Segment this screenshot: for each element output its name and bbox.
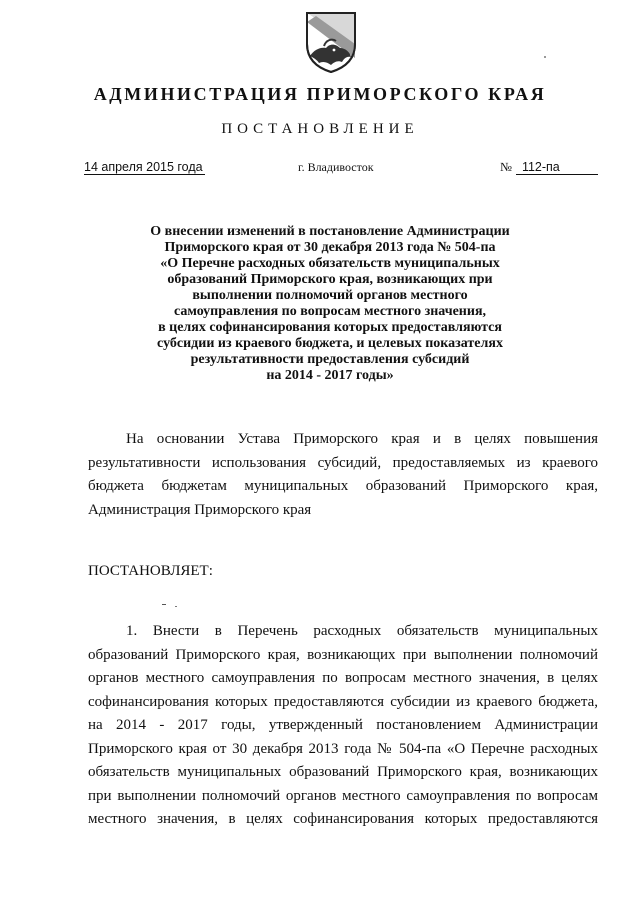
item-1-line: софинансирования которых предоставляются субсидии из краевого бюджета,	[88, 693, 598, 710]
number-symbol: №	[500, 160, 512, 174]
item-1-line: Приморского края от 30 декабря 2013 года № 504-па «О Перечне расходных	[88, 740, 598, 757]
preamble-line: Администрация Приморского края	[88, 501, 312, 518]
preamble-line: бюджета бюджетам муниципальных образований Приморского края,	[88, 478, 598, 494]
title-line: «О Перечне расходных обязательств муниципальных	[160, 256, 500, 271]
title-line: выполнении полномочий органов местного	[192, 288, 468, 303]
item-1-line: на 2014 - 2017 годы, утвержденный постановлением Администрации	[88, 717, 598, 733]
title-line: результативности предоставления субсидий	[190, 352, 470, 367]
scan-speck	[544, 56, 546, 58]
preamble-paragraph	[88, 428, 598, 522]
document-title	[110, 224, 550, 384]
document-date: 14 апреля 2015 года	[84, 160, 203, 174]
document-number	[500, 160, 598, 175]
title-line: образований Приморского края, возникающих при	[167, 272, 493, 287]
item-1-line: при выполнении полномочий органов местного самоуправления по вопросам	[88, 787, 598, 804]
item-1-line: образований Приморского края, возникающих при выполнении полномочий	[88, 646, 598, 663]
item-1-line: местного значения, в целях софинансирования которых предоставляются	[88, 811, 598, 827]
item-1-line: 1. Внести в Перечень расходных обязательств муниципальных	[126, 623, 598, 639]
preamble-line: результативности использования субсидий, предоставляемых из краевого	[88, 454, 598, 471]
document-type: ПОСТАНОВЛЕНИЕ	[221, 121, 419, 137]
title-line: самоуправления по вопросам местного значения,	[173, 304, 487, 319]
resolve-heading: ПОСТАНОВЛЯЕТ:	[88, 563, 213, 579]
item-1-paragraph	[88, 620, 598, 832]
document-city: г. Владивосток	[298, 160, 374, 174]
coat-of-arms-emblem	[304, 10, 358, 74]
preamble-line: На основании Устава Приморского края и в целях повышения	[126, 431, 598, 447]
title-line: Приморского края от 30 декабря 2013 года № 504-па	[164, 240, 496, 255]
item-1-line: обязательств муниципальных образований Приморского края, возникающих	[88, 764, 598, 780]
title-line: субсидии из краевого бюджета, и целевых показателях	[157, 336, 503, 351]
title-line: в целях софинансирования которых предоставляются	[158, 320, 502, 335]
number-value: 112-па	[516, 160, 598, 175]
item-1-line: органов местного самоуправления по вопросам местного значения, в целях	[88, 670, 598, 686]
scan-speck	[175, 606, 177, 607]
title-line: О внесении изменений в постановление Администрации	[150, 224, 510, 239]
title-line: на 2014 - 2017 годы»	[266, 368, 394, 383]
organization-name: АДМИНИСТРАЦИЯ ПРИМОРСКОГО КРАЯ	[93, 84, 547, 104]
scan-speck	[162, 604, 166, 605]
